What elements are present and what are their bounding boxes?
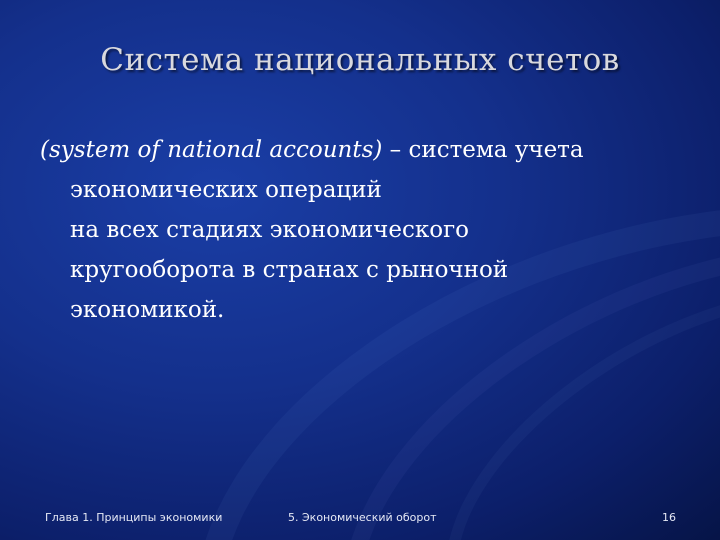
definition-line-1-text: система учета <box>408 137 584 163</box>
slide-title: Система национальных счетов <box>100 42 620 78</box>
footer-section: 5. Экономический оборот <box>288 511 437 524</box>
footer-chapter: Глава 1. Принципы экономики <box>45 511 223 524</box>
definition-line-2: экономических операций <box>70 177 382 203</box>
definition-line-3: на всех стадиях экономического <box>70 217 469 243</box>
definition-line-5: экономикой. <box>70 297 225 323</box>
english-term: (system of national accounts) <box>40 137 383 163</box>
footer-page-number: 16 <box>662 511 676 524</box>
definition-separator: – <box>382 137 409 163</box>
definition-paragraph <box>40 130 660 330</box>
definition-line-4: кругооборота в странах с рыночной <box>70 257 509 283</box>
definition-line-1 <box>40 130 660 170</box>
